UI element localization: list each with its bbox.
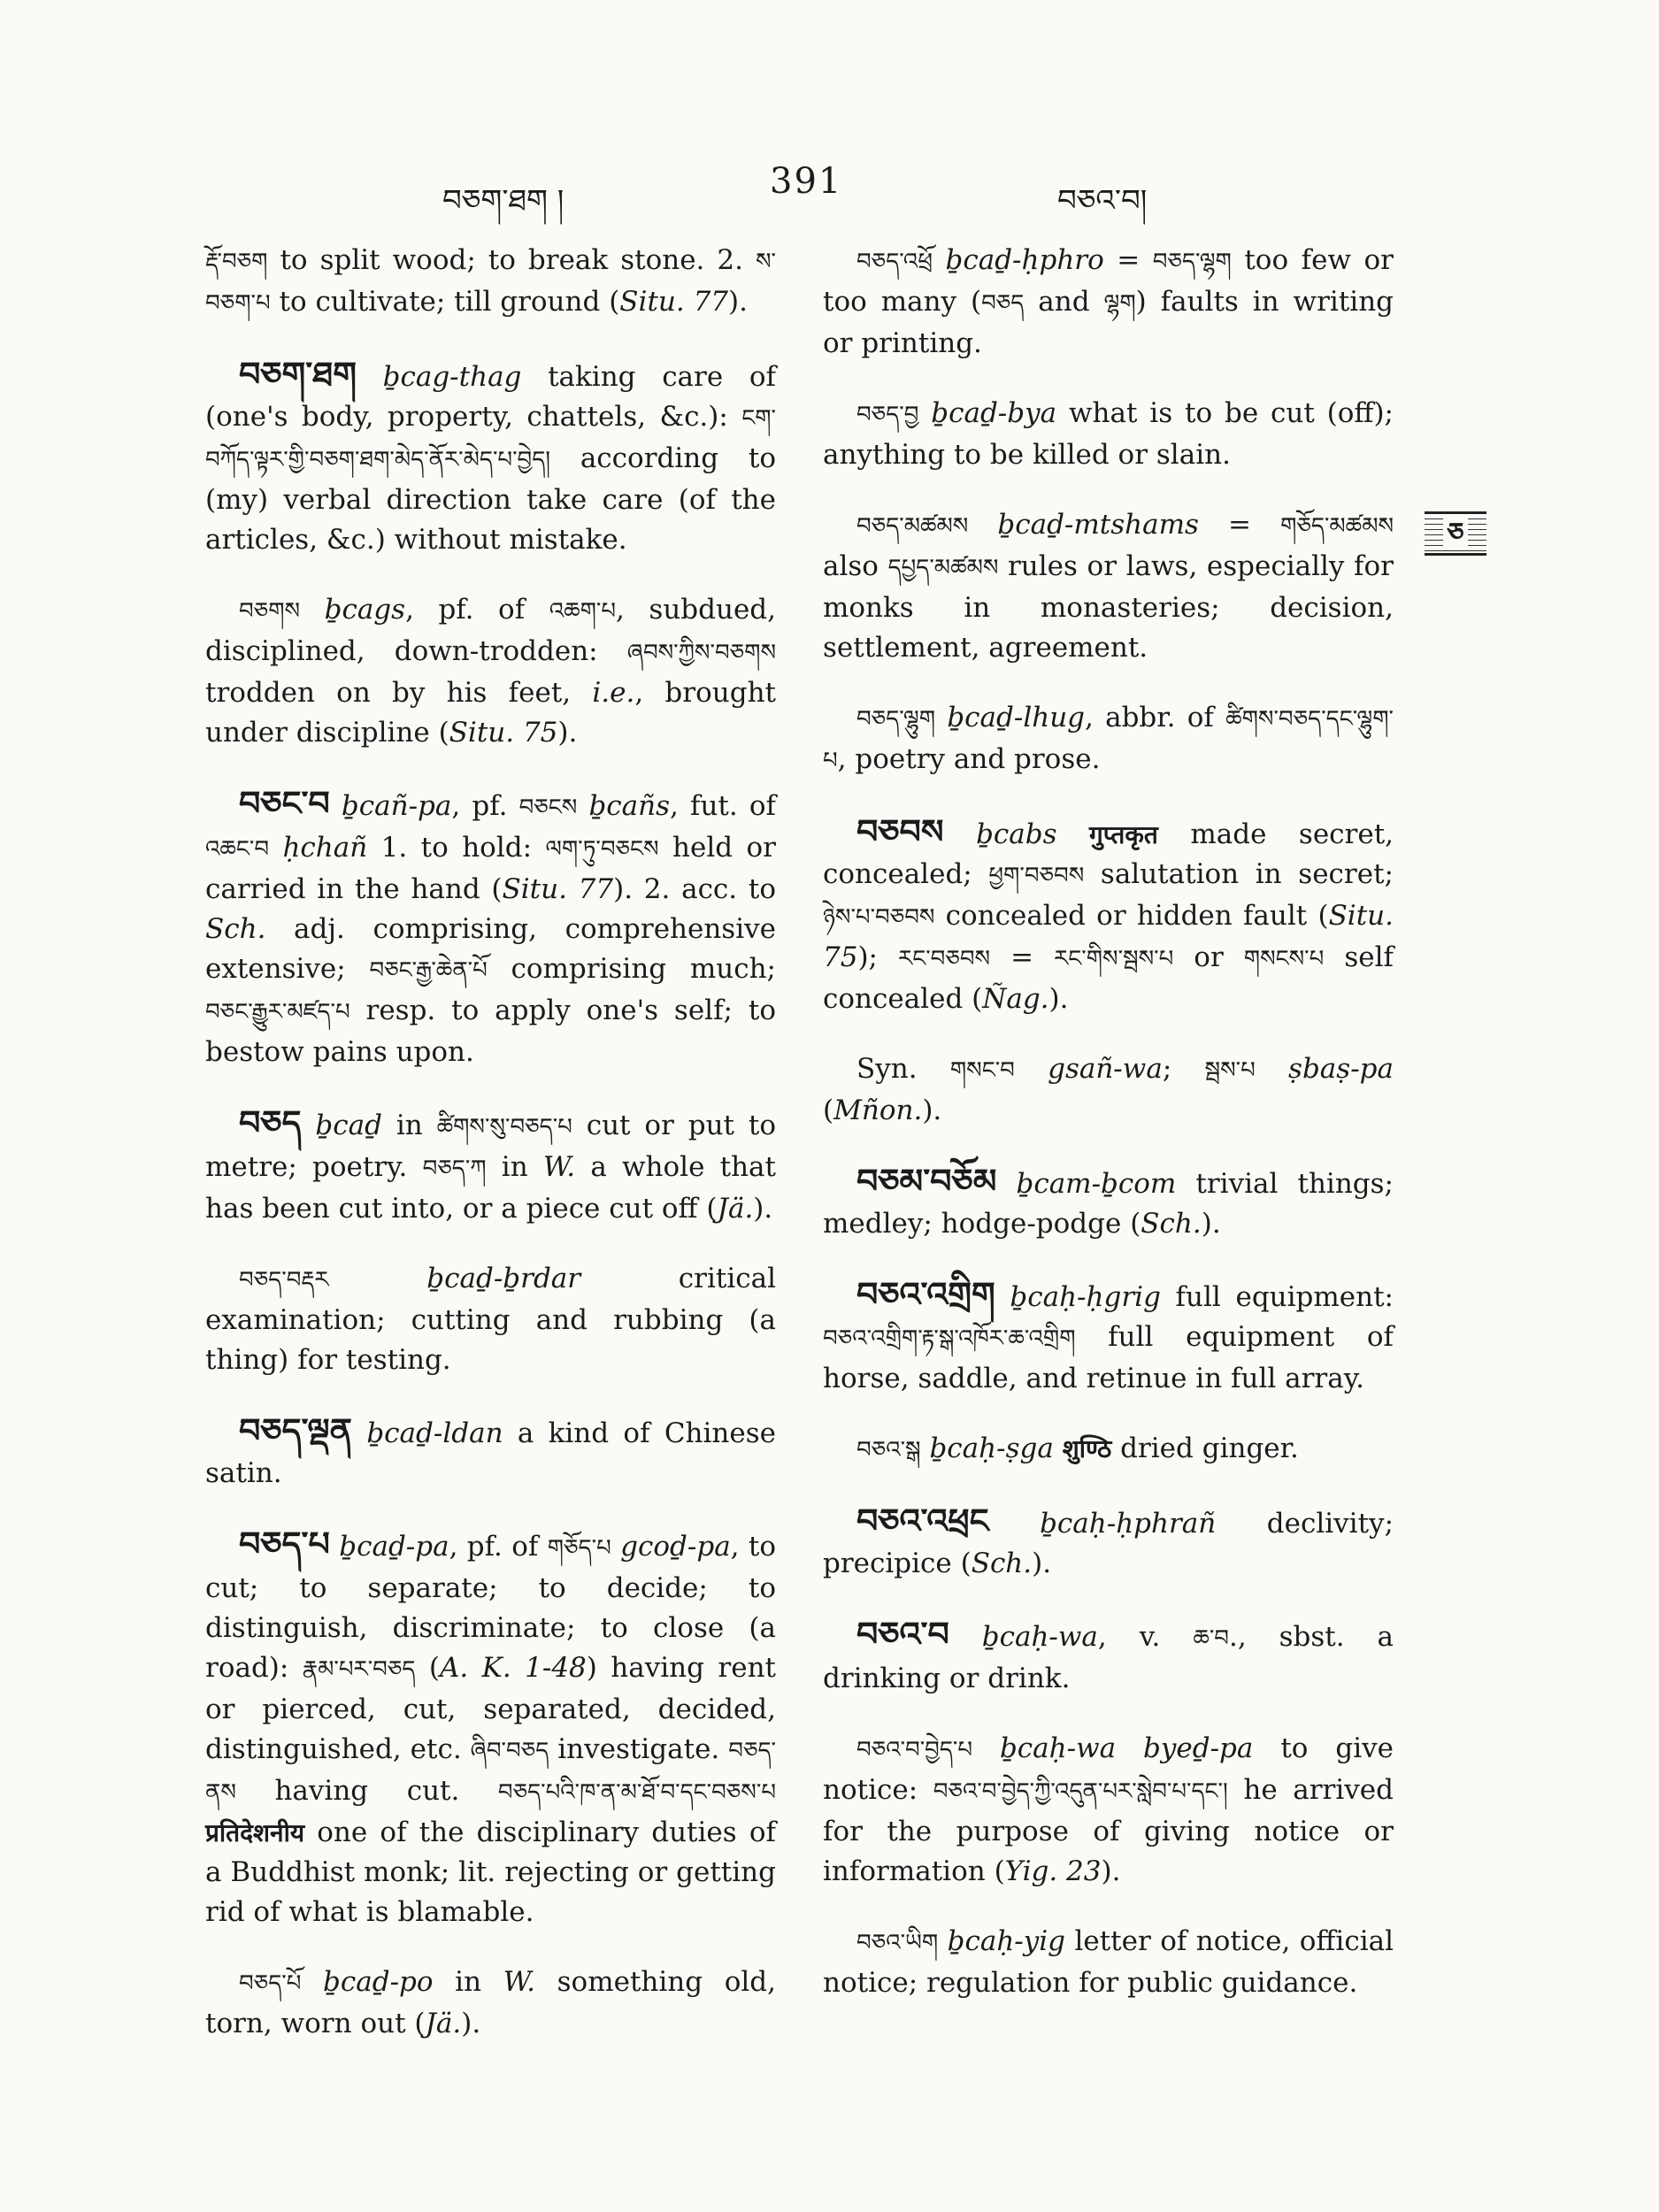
tibetan-text: དཔྱད་མཚམས: [887, 555, 999, 581]
dictionary-entry-bcad-mtshams: [823, 505, 1394, 668]
transliteration: Sch.: [1141, 1208, 1202, 1240]
text: adj. comprising, comprehensive extensive;: [205, 913, 776, 985]
text: [918, 397, 931, 429]
tibetan-text: གཅོད་མཚམས: [1280, 513, 1394, 540]
tibetan-text: ལྷག: [1103, 290, 1136, 317]
transliteration: ḇcaḥ-ṣga: [929, 1432, 1054, 1464]
headword: བཅད་པ: [239, 1524, 330, 1563]
tibetan-text: བཅངས: [518, 795, 578, 821]
text: ) having rent or pierced, cut, separated, decided, distinguished, etc.: [205, 1652, 777, 1765]
text: full equipment:: [1160, 1281, 1394, 1313]
transliteration: ḇcaḏ: [315, 1110, 382, 1141]
text: to give notice:: [823, 1732, 1394, 1806]
tibetan-text: བཅད་པའི་ཁ་ན་མ་ཐོ་བ་དང་བཅས་པ: [497, 1779, 776, 1806]
transliteration: i.e.: [592, 677, 635, 709]
transliteration: ḇcam-ḇcom: [1016, 1168, 1177, 1200]
text: [949, 1621, 982, 1653]
text: something old, torn, worn out (: [205, 1966, 776, 2039]
tibetan-text: བཅའ་བ་བྱེད་པ: [856, 1737, 973, 1763]
tibetan-text: བཅང་རྒྱ་ཆེན་པོ: [369, 957, 488, 984]
transliteration: A. K. 1-48: [439, 1652, 587, 1684]
tibetan-text: རང་བཅབས: [898, 946, 991, 972]
tibetan-text: བཅགས: [239, 598, 301, 625]
dictionary-entry-syn: [823, 1049, 1394, 1131]
text: trodden on by his feet,: [205, 677, 593, 709]
text: [1256, 1053, 1288, 1085]
running-header: [0, 157, 1659, 219]
tibetan-text: ཞིབ་བཅད: [470, 1738, 549, 1764]
tibetan-text: ཉེས་པ་བཅབས: [823, 904, 935, 931]
text: 1. to hold:: [367, 832, 546, 864]
right-column: [823, 241, 1394, 2033]
text: Syn.: [856, 1053, 950, 1085]
text: rules or laws, especially for monks in monasteries; decision, settlement, agreement.: [823, 550, 1394, 664]
transliteration: ḇcaḏ-ḥphro: [945, 244, 1104, 276]
tibetan-text: བཅད་མཚམས: [856, 513, 969, 540]
text: ).: [728, 286, 748, 318]
sanskrit-text: शुण्ठि: [1062, 1434, 1112, 1463]
transliteration: ḇcaḥ-wa: [981, 1621, 1098, 1653]
text: in: [486, 1151, 543, 1183]
tibetan-text: གཅོད་པ: [547, 1535, 611, 1562]
text: =: [1198, 509, 1281, 541]
transliteration: ḇcaḏ-mtshams: [997, 509, 1199, 541]
text: to cultivate; till ground (: [270, 286, 620, 318]
tibetan-text: ལག་ཏུ་བཅངས: [545, 836, 659, 863]
transliteration: gsañ-wa: [1048, 1053, 1163, 1085]
transliteration: Mñon.: [833, 1094, 923, 1126]
text: [935, 702, 947, 733]
tibetan-text: རྡོ་བཅག: [205, 249, 268, 275]
sanskrit-text: गुप्तकृत: [1089, 820, 1158, 849]
text: trivial things; medley; hodge-podge (: [823, 1168, 1394, 1240]
text: ).: [753, 1193, 773, 1225]
headword: བཅའ་འཕྲང: [856, 1501, 989, 1540]
left-column: [205, 241, 776, 2074]
text: , v.: [1097, 1621, 1194, 1653]
transliteration: gcoḏ-pa: [620, 1531, 731, 1563]
text: what is to be cut (off); anything to be killed or slain.: [823, 397, 1394, 471]
text: ).: [1201, 1208, 1221, 1240]
text: investigate.: [549, 1733, 729, 1765]
text: ). 2. acc. to: [613, 873, 776, 905]
text: [352, 1417, 366, 1449]
text: , subdued, disciplined, down-trodden:: [205, 594, 777, 667]
transliteration: ḇcaḏ-pa: [339, 1531, 449, 1563]
text: ).: [922, 1094, 942, 1126]
dictionary-entry-bcah-wa: [823, 1614, 1394, 1699]
transliteration: ṣbaṣ-pa: [1288, 1053, 1394, 1085]
headword: བཅང་བ: [239, 783, 330, 823]
dictionary-entry-bcad-lhug: [823, 698, 1394, 781]
text: and: [1024, 286, 1104, 318]
headword: བཅམ་བཅོམ: [856, 1161, 997, 1201]
tibetan-text: ས་བཅག་པ: [205, 249, 776, 317]
dictionary-entry-bcad-po: [205, 1962, 776, 2044]
text: a whole that has been cut into, or a piece cut off (: [205, 1151, 776, 1225]
text: , fut. of: [670, 790, 776, 822]
text: ., sbst. a drinking or drink.: [823, 1621, 1394, 1694]
headword: བཅའ་འགྲིག: [856, 1274, 995, 1314]
dictionary-entry-bcad-ldan: [205, 1410, 776, 1494]
tibetan-text: བཅད་ལྷུག: [856, 706, 936, 733]
text: [1057, 818, 1090, 850]
tibetan-text: ཞབས་ཀྱིས་བཅགས: [626, 640, 776, 666]
text: [996, 1168, 1016, 1200]
headword: བཅག་ཐག: [239, 354, 357, 394]
text: in: [433, 1966, 503, 1998]
transliteration: Situ. 75: [449, 717, 558, 749]
text: ).: [461, 2008, 481, 2039]
tibetan-text: ཕྱག་བཅབས: [988, 863, 1085, 889]
text: he arrived for the purpose of giving notice or information (: [823, 1774, 1394, 1887]
text: [933, 244, 946, 276]
dictionary-entry-bcam-bcom: [823, 1161, 1394, 1244]
text: held or carried in the hand (: [205, 832, 776, 905]
text: =: [1103, 244, 1153, 276]
text: in: [381, 1110, 437, 1141]
tibetan-text: བཅད་པོ: [239, 1970, 302, 1997]
dictionary-entry-bcah-yig: [823, 1922, 1394, 2003]
text: , poetry and prose.: [837, 743, 1101, 775]
text: [921, 1432, 930, 1464]
transliteration: ḇcag-thag: [382, 361, 522, 393]
text: cut or put to metre; poetry.: [205, 1110, 776, 1183]
tibetan-text: བཅའ་ཡིག: [856, 1930, 939, 1956]
transliteration: W.: [503, 1966, 535, 1998]
dictionary-entry-bcah-wa-byed-pa: [823, 1729, 1394, 1892]
text: (: [415, 1652, 440, 1684]
tibetan-text: ཚིགས་བཅད་དང་ལྷུག་པ: [823, 706, 1394, 774]
text: , abbr. of: [1085, 702, 1226, 733]
transliteration: Ñag.: [982, 983, 1049, 1015]
text: ) faults in writing or printing.: [823, 286, 1394, 359]
text: [968, 509, 997, 541]
text: [330, 790, 342, 822]
transliteration: ḇcaḏ-bya: [931, 397, 1057, 429]
text: or: [1173, 941, 1244, 973]
tibetan-text: གསང་བ: [949, 1057, 1015, 1084]
text: [330, 1531, 339, 1563]
text: [938, 1925, 947, 1957]
transliteration: W.: [542, 1151, 576, 1183]
tibetan-text: བཅད: [981, 290, 1025, 317]
tibetan-text: བཅང་རྒྱུར་མཛད་པ: [205, 999, 350, 1025]
dictionary-entry-bcah-hgrig: [823, 1274, 1394, 1399]
dictionary-entry-bcad: [205, 1102, 776, 1229]
sanskrit-text: प्रतिदेशनीय: [205, 1818, 305, 1847]
tibetan-text: བཅའ་བ་བྱེད་ཀྱི་འདུན་པར་སླེབ་པ་དང་།: [933, 1778, 1228, 1805]
transliteration: Situ. 77: [619, 286, 729, 318]
tibetan-text: ངག་བཀོད་ལྟར་གྱི་བཅག་ཐག་མེད་ནོར་མེད་པ་བྱེད།: [205, 405, 776, 473]
text: [944, 818, 977, 850]
tibetan-text: བཅད་བརྡར: [239, 1267, 329, 1294]
text: [1054, 1432, 1063, 1464]
tibetan-text: རང་གིས་སྦས་པ: [1054, 946, 1174, 972]
text: [300, 594, 325, 626]
text: , pf. of: [449, 1531, 548, 1563]
transliteration: Jä.: [717, 1193, 754, 1225]
text: [972, 1732, 1000, 1764]
text: salutation in secret;: [1084, 858, 1394, 890]
transliteration: ḇcabs: [976, 818, 1057, 850]
tibetan-text: གསངས་པ: [1243, 946, 1325, 972]
tibetan-text: བཅད་འཕྲོ: [856, 249, 933, 275]
tibetan-text: ཆ་བ: [1193, 1625, 1229, 1652]
tibetan-text: ཚིགས་སུ་བཅད་པ: [436, 1114, 572, 1141]
text: [329, 1263, 427, 1294]
thumb-index-letter: ཅ: [1443, 518, 1467, 549]
text: [577, 790, 588, 822]
dictionary-entry-bcad-bya: [823, 394, 1394, 475]
transliteration: Yig. 23: [1004, 1855, 1102, 1887]
tibetan-text: སྦས་པ: [1204, 1057, 1256, 1084]
header-left-guide-word: བཅག་ཐག །: [442, 183, 565, 219]
tibetan-text: རྣམ་པར་བཅད: [302, 1656, 416, 1683]
dictionary-entry-bcags: [205, 590, 776, 753]
text: , pf.: [451, 790, 519, 822]
text: to split wood; to break stone. 2.: [267, 244, 756, 276]
text: ).: [557, 717, 578, 749]
text: one of the disciplinary duties of a Buddhist monk; lit. rejecting or getting rid of what is blamable.: [205, 1816, 776, 1928]
text: resp. to apply one's self; to bestow pains upon.: [205, 995, 776, 1068]
header-right-guide-word: བཅའ་བ།: [1057, 183, 1148, 219]
text: [1015, 1053, 1048, 1085]
transliteration: Jä.: [425, 2008, 462, 2039]
transliteration: ḇcañ-pa: [341, 790, 452, 822]
text: [995, 1281, 1010, 1313]
text: [269, 832, 282, 864]
transliteration: ḇcaḥ-ḥgrig: [1010, 1281, 1161, 1313]
text: made secret, concealed;: [823, 818, 1394, 890]
text: self concealed (: [823, 941, 1394, 1015]
text: concealed or hidden fault (: [934, 900, 1329, 932]
tibetan-text: བཅད་བྱ: [856, 402, 919, 428]
thumb-index-tab: [1425, 511, 1486, 556]
tibetan-text: འཆག་པ: [549, 598, 617, 625]
text: [611, 1531, 620, 1563]
tibetan-text: འཆང་བ: [205, 836, 270, 863]
dictionary-entry-bcag-thag: [205, 354, 776, 560]
text: , to cut; to separate; to decide; to distinguish, discriminate; to close (a road):: [205, 1531, 777, 1684]
dictionary-entry-bcad-pa: [205, 1524, 776, 1932]
transliteration: Sch.: [971, 1548, 1033, 1579]
headword: བཅད་ལྡན: [239, 1410, 353, 1450]
transliteration: ḇcags: [324, 594, 406, 626]
text: [989, 1508, 1041, 1540]
transliteration: ḥchañ: [282, 832, 368, 864]
text: letter of notice, official notice; regulation for public guidance.: [823, 1925, 1394, 1999]
text: full equipment of horse, saddle, and retinue in full array.: [823, 1321, 1394, 1394]
text: ).: [1032, 1548, 1052, 1579]
transliteration: Situ. 77: [502, 873, 614, 905]
headword: བཅའ་བ: [856, 1614, 949, 1654]
text: a kind of Chinese satin.: [205, 1417, 776, 1489]
tibetan-text: བཅད་ལྷག: [1152, 249, 1232, 275]
text: =: [990, 941, 1055, 973]
page-number: 391: [770, 161, 843, 202]
headword: བཅད: [239, 1102, 302, 1142]
text: according to (my) verbal direction take care (of the articles, &c.) without mistake.: [205, 442, 776, 556]
dictionary-entry-bcabs: [823, 811, 1394, 1019]
tibetan-text: བཅད་ནས: [205, 1738, 776, 1806]
text: );: [857, 941, 898, 973]
transliteration: ḇcaḏ-ldan: [366, 1417, 503, 1449]
text: , brought under discipline (: [205, 677, 776, 749]
dictionary-entry-bcan-pa: [205, 783, 776, 1072]
text: declivity; precipice (: [823, 1508, 1394, 1579]
text: , pf. of: [405, 594, 549, 626]
headword: བཅབས: [856, 811, 944, 851]
text: too few or too many (: [823, 244, 1394, 318]
tibetan-text: བཅད་ཀ: [422, 1156, 487, 1182]
transliteration: ḇcaḥ-ḥphrañ: [1040, 1508, 1217, 1540]
tibetan-text: བཅའ་འགྲིག་རྟ་སྒ་འཁོར་ཆ་འགྲིག: [823, 1325, 1076, 1352]
dictionary-entry-bcad-brdar: [205, 1259, 776, 1380]
text: [302, 1110, 316, 1141]
text: [301, 1966, 323, 1998]
transliteration: ḇcaḏ-po: [323, 1966, 434, 1998]
dictionary-entry-bcad-hphro: [823, 241, 1394, 364]
text: also: [823, 550, 888, 582]
text: dried ginger.: [1111, 1432, 1299, 1464]
dictionary-entry-cont: [205, 241, 776, 324]
transliteration: ḇcaḏ-lhug: [947, 702, 1086, 733]
transliteration: Sch.: [205, 913, 266, 945]
dictionary-entry-bcah-hphran: [823, 1501, 1394, 1584]
text: ;: [1162, 1053, 1205, 1085]
text: (: [823, 1094, 834, 1126]
transliteration: ḇcaḥ-yig: [947, 1925, 1066, 1957]
transliteration: Situ. 75: [823, 900, 1394, 973]
text: having cut.: [235, 1775, 498, 1807]
text: ).: [1048, 983, 1069, 1015]
transliteration: ḇcañs: [588, 790, 671, 822]
text: comprising much;: [487, 953, 776, 985]
text: ).: [1101, 1855, 1121, 1887]
tibetan-text: བཅའ་སྒ: [856, 1437, 921, 1463]
text: [357, 361, 383, 393]
transliteration: ḇcaḥ-wa byeḏ-pa: [999, 1732, 1254, 1764]
dictionary-entry-bcah-sga: [823, 1429, 1394, 1471]
transliteration: ḇcaḏ-ḇrdar: [426, 1263, 581, 1294]
text: taking care of (one's body, property, chattels, &c.):: [205, 361, 776, 433]
text: critical examination; cutting and rubbing (a thing) for testing.: [205, 1263, 776, 1376]
